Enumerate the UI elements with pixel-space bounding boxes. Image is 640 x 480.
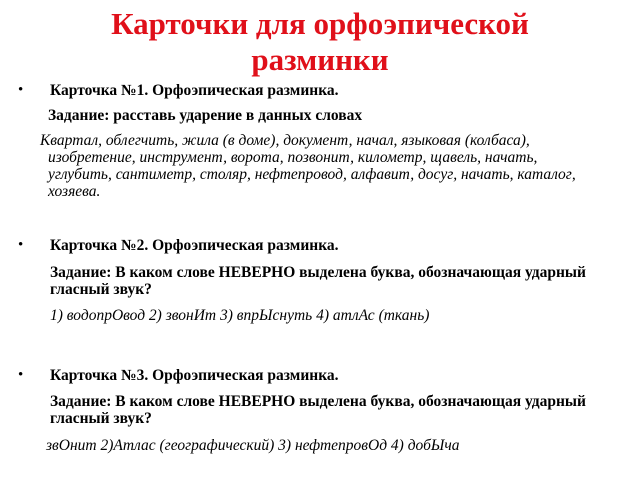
bullet-icon: • (18, 367, 24, 383)
bullet-icon: • (18, 82, 24, 98)
page-title-line-2: разминки (251, 42, 389, 77)
card-1-words-line-4: хозяева. (48, 183, 101, 200)
card-2-task-line-2: гласный звук? (50, 281, 152, 298)
card-1-words-line-3: углубить, сантиметр, столяр, нефтепровод, алфавит, досуг, начать, каталог, (48, 166, 576, 183)
card-3-options: звОнит 2)Атлас (географический) 3) нефтепровОд 4) добЫча (46, 437, 460, 454)
card-2-heading: Карточка №2. Орфоэпическая разминка. (50, 237, 339, 254)
page-title-line-1: Карточки для орфоэпической (111, 6, 529, 41)
bullet-icon: • (18, 237, 24, 253)
card-1-task: Задание: расставь ударение в данных словах (48, 107, 363, 124)
card-1-words-line-2: изобретение, инструмент, ворота, позвонит, километр, щавель, начать, (48, 149, 538, 166)
card-1-words-line-1: Квартал, облегчить, жила (в доме), документ, начал, языковая (колбаса), (40, 132, 530, 149)
card-3-task-line-2: гласный звук? (50, 410, 152, 427)
page-title (0, 6, 640, 78)
card-2-task-line-1: Задание: В каком слове НЕВЕРНО выделена буква, обозначающая ударный (50, 264, 586, 281)
card-3-heading: Карточка №3. Орфоэпическая разминка. (50, 367, 339, 384)
card-3-task-line-1: Задание: В каком слове НЕВЕРНО выделена буква, обозначающая ударный (50, 393, 586, 410)
card-2-options: 1) водопрОвод 2) звонИт 3) впрЫснуть 4) атлАс (ткань) (50, 307, 430, 324)
card-1-heading: Карточка №1. Орфоэпическая разминка. (50, 82, 339, 99)
